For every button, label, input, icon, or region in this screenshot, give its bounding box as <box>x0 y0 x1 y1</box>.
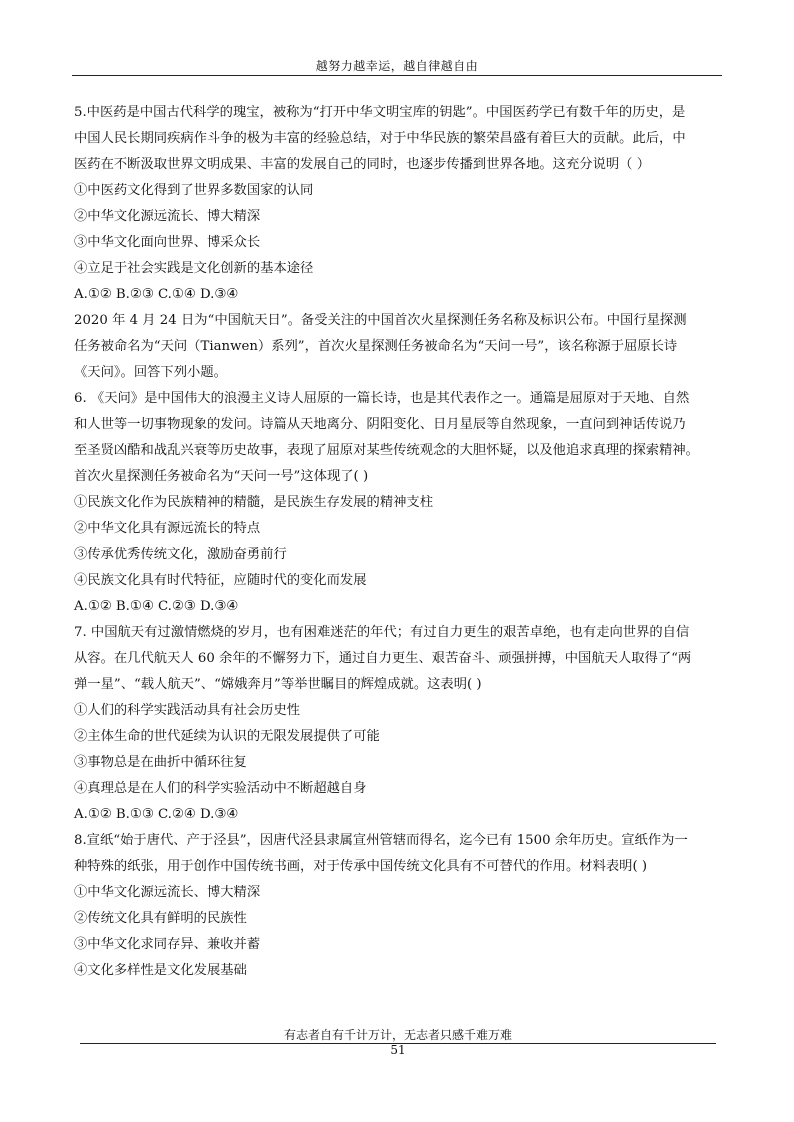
text-line: 中国人民长期同疾病作斗争的极为丰富的经验总结，对于中华民族的繁荣昌盛有着巨大的贡献。此后，中 <box>74 131 686 146</box>
text-line: 7. 中国航天有过激情燃烧的岁月，也有困难迷茫的年代；有过自力更生的艰苦卓绝，也有走向世界的自信 <box>74 625 690 640</box>
text-line: ②中华文化源远流长、博大精深 <box>74 209 261 224</box>
text-line: A.①② B.②③ C.①④ D.③④ <box>74 287 239 302</box>
text-line: ①民族文化作为民族精神的精髓，是民族生存发展的精神支柱 <box>74 495 434 510</box>
header-rule <box>72 75 722 76</box>
text-line: ①中医药文化得到了世界多数国家的认同 <box>74 183 314 198</box>
text-line: ③事物总是在曲折中循环往复 <box>74 755 247 770</box>
text-line: 任务被命名为“天问（Tianwen）系列”，首次火星探测任务被命名为“天问一号”，该名称源于屈原长诗 <box>74 339 678 354</box>
text-line: ①人们的科学实践活动具有社会历史性 <box>74 703 301 718</box>
text-line: 6. 《天问》是中国伟大的浪漫主义诗人屈原的一篇长诗，也是其代表作之一。通篇是屈原对于天地、自然 <box>74 391 690 406</box>
text-line: ②中华文化具有源远流长的特点 <box>74 521 261 536</box>
text-line: 《天问》。回答下列小题。 <box>74 365 227 380</box>
text-line: ③中华文化面向世界、博采众长 <box>74 235 261 250</box>
text-line: 首次火星探测任务被命名为“天问一号”这体现了( ) <box>74 469 369 484</box>
footer-motto: 有志者自有千计万计，无志者只感千难万难 <box>283 1028 512 1042</box>
text-line: ③中华文化求同存异、兼收并蓄 <box>74 937 261 952</box>
text-line: 医药在不断汲取世界文明成果、丰富的发展自己的同时，也逐步传播到世界各地。这充分说明（ ） <box>74 157 650 172</box>
text-line: 从容。在几代航天人 60 余年的不懈努力下，通过自力更生、艰苦奋斗、顽强拼搏，中国航天人取得了“两 <box>74 651 692 666</box>
text-line: 种特殊的纸张，用于创作中国传统书画，对于传承中国传统文化具有不可替代的作用。材料表明( ) <box>74 859 648 874</box>
text-line: 至圣贤凶酷和战乱兴衰等历史故事，表现了屈原对某些传统观念的大胆怀疑，以及他追求真理的探索精神。 <box>74 443 699 458</box>
text-line: ④文化多样性是文化发展基础 <box>74 963 247 978</box>
header-motto: 越努力越幸运，越自律越自由 <box>315 59 479 73</box>
text-line: A.①② B.①③ C.②④ D.③④ <box>74 807 239 822</box>
text-line: 5.中医药是中国古代科学的瑰宝，被称为“打开中华文明宝库的钥匙”。中国医药学已有数千年的历史，是 <box>74 105 686 120</box>
text-line: ④民族文化具有时代特征，应随时代的变化而发展 <box>74 573 367 588</box>
text-line: 和人世等一切事物现象的发问。诗篇从天地离分、阴阳变化、日月星辰等自然现象，一直问到神话传说乃 <box>74 417 686 432</box>
document-body <box>74 100 722 984</box>
text-line: ①中华文化源远流长、博大精深 <box>74 885 261 900</box>
text-line: ③传承优秀传统文化，激励奋勇前行 <box>74 547 287 562</box>
text-line: A.①② B.①④ C.②③ D.③④ <box>74 599 239 614</box>
text-line: 弹一星”、“载人航天”、“嫦娥奔月”等举世瞩目的辉煌成就。这表明( ) <box>74 677 482 692</box>
text-line: 8.宣纸“始于唐代、产于泾县”，因唐代泾县隶属宣州管辖而得名，迄今已有 1500 余年历史。宣纸作为一 <box>74 833 688 848</box>
text-line: 2020 年 4 月 24 日为“中国航天日”。备受关注的中国首次火星探测任务名称及标识公布。中国行星探测 <box>74 313 687 328</box>
text-line: ②主体生命的世代延续为认识的无限发展提供了可能 <box>74 729 380 744</box>
page-number: 51 <box>390 1043 406 1057</box>
text-line: ②传统文化具有鲜明的民族性 <box>74 911 247 926</box>
text-line: ④真理总是在人们的科学实验活动中不断超越自身 <box>74 781 367 796</box>
text-line: ④立足于社会实践是文化创新的基本途径 <box>74 261 314 276</box>
